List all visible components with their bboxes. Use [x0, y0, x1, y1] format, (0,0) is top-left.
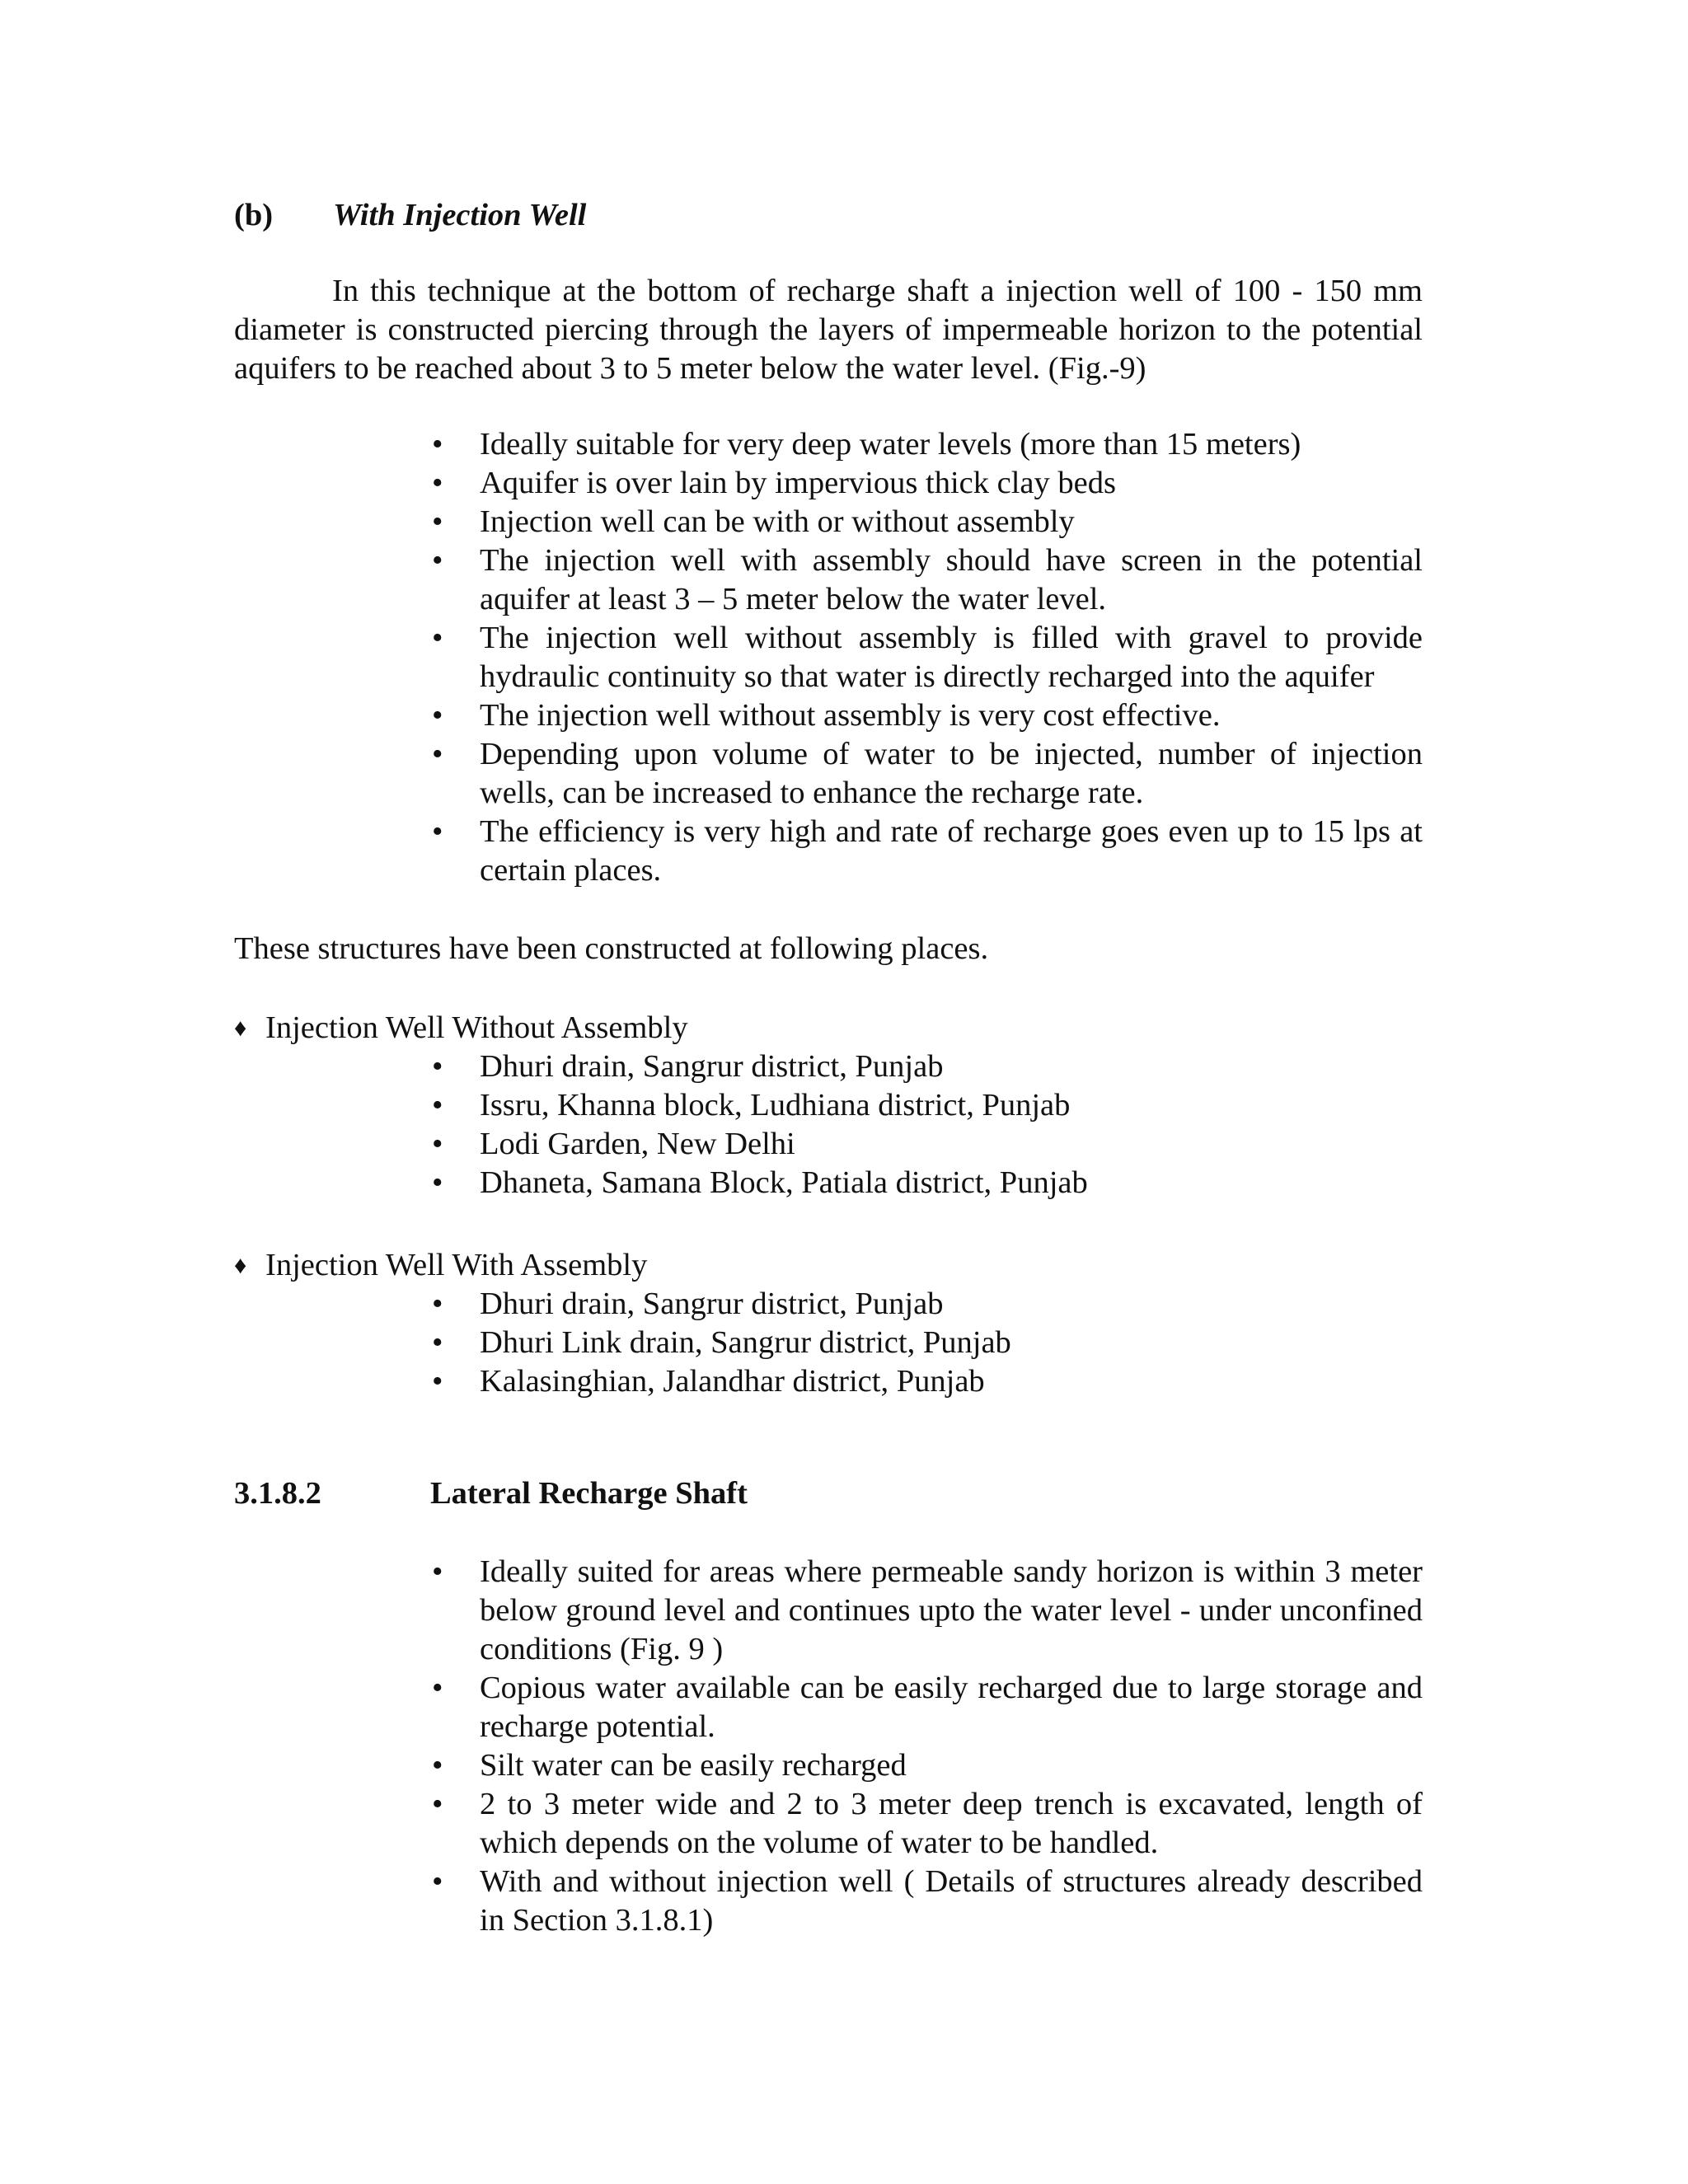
location-item: • Dhuri drain, Sangrur district, Punjab	[480, 1047, 1423, 1086]
feature-item: • Aquifer is over lain by impervious thick clay beds	[480, 464, 1423, 503]
location-list-without-assembly	[480, 1047, 1423, 1202]
section-heading-b	[234, 196, 586, 235]
places-intro: These structures have been constructed at following places.	[234, 931, 989, 966]
feature-item: • Ideally suitable for very deep water levels (more than 15 meters)	[480, 425, 1423, 464]
diamond-bullet-icon: ♦	[234, 1015, 247, 1042]
location-item: • Lodi Garden, New Delhi	[480, 1125, 1423, 1164]
section-heading-lateral	[234, 1474, 748, 1513]
lateral-item: • 2 to 3 meter wide and 2 to 3 meter deep trench is excavated, length of which depends on the volume of water to be handled.	[480, 1785, 1423, 1863]
location-item: • Dhaneta, Samana Block, Patiala district, Punjab	[480, 1164, 1423, 1202]
lateral-item: • Silt water can be easily recharged	[480, 1746, 1423, 1785]
section-number: 3.1.8.2	[234, 1476, 321, 1511]
group-label: Injection Well With Assembly	[265, 1248, 648, 1282]
diamond-bullet-icon: ♦	[234, 1252, 247, 1279]
feature-item: • Depending upon volume of water to be injected, number of injection wells, can be increased to enhance the recharge rate.	[480, 735, 1423, 813]
section-title: Lateral Recharge Shaft	[430, 1476, 748, 1511]
lateral-item: • With and without injection well ( Details of structures already described in Section 3.1.8.1)	[480, 1863, 1423, 1940]
feature-item: • Injection well can be with or without assembly	[480, 503, 1423, 541]
section-title: With Injection Well	[333, 198, 587, 232]
feature-item: • The injection well with assembly should have screen in the potential aquifer at least 3 – 5 meter below the water level.	[480, 541, 1423, 619]
feature-item: • The efficiency is very high and rate of recharge goes even up to 15 lps at certain places.	[480, 813, 1423, 890]
intro-paragraph: In this technique at the bottom of recharge shaft a injection well of 100 - 150 mm diameter is constructed piercing through the layers of impermeable horizon to the potential aquifers to be reached about 3 to 5 meter below the water level. (Fig.-9)	[234, 274, 1423, 386]
group-heading-without-assembly	[234, 1009, 688, 1047]
location-item: • Dhuri drain, Sangrur district, Punjab	[480, 1285, 1423, 1324]
location-item: • Issru, Khanna block, Ludhiana district, Punjab	[480, 1086, 1423, 1125]
feature-item: • The injection well without assembly is very cost effective.	[480, 696, 1423, 735]
lateral-item: • Ideally suited for areas where permeable sandy horizon is within 3 meter below ground level and continues upto the water level - under unconfined conditions (Fig. 9 )	[480, 1553, 1423, 1669]
feature-item: • The injection well without assembly is filled with gravel to provide hydraulic continuity so that water is directly recharged into the aquifer	[480, 619, 1423, 696]
section-label: (b)	[234, 198, 274, 232]
lateral-item: • Copious water available can be easily recharged due to large storage and recharge potential.	[480, 1669, 1423, 1746]
location-item: • Kalasinghian, Jalandhar district, Punjab	[480, 1362, 1423, 1401]
group-label: Injection Well Without Assembly	[265, 1010, 688, 1045]
location-item: • Dhuri Link drain, Sangrur district, Punjab	[480, 1324, 1423, 1362]
lateral-shaft-list	[480, 1553, 1423, 1940]
group-heading-with-assembly	[234, 1246, 648, 1285]
feature-list	[480, 425, 1423, 890]
location-list-with-assembly	[480, 1285, 1423, 1401]
